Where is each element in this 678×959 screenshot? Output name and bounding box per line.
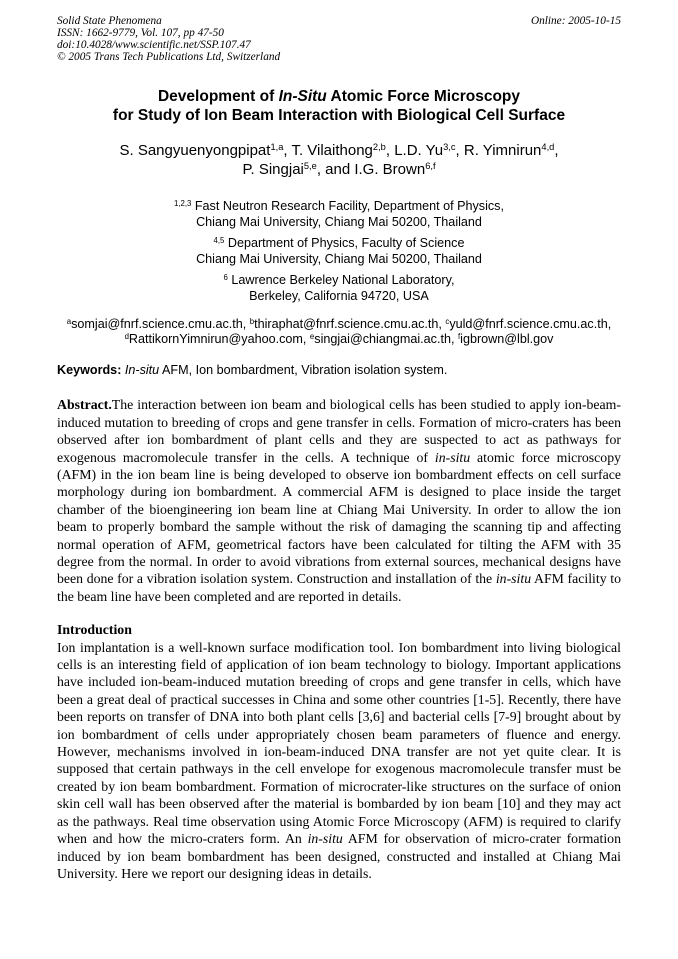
author — [464, 142, 559, 159]
affiliation-list — [57, 199, 621, 305]
doi-line: doi:10.4028/www.scientific.net/SSP.107.47 — [57, 39, 251, 51]
email — [309, 332, 461, 347]
author-separator: , — [455, 142, 464, 159]
email-line-2 — [57, 332, 621, 348]
author — [291, 142, 394, 159]
email-separator: , — [302, 332, 310, 347]
email — [67, 317, 250, 331]
affiliation-2 — [57, 236, 621, 267]
email-superscript: a — [66, 316, 72, 326]
affiliation-superscript: 1,2,3 — [174, 199, 192, 209]
copyright-line: © 2005 Trans Tech Publications Ltd, Switzerland — [57, 51, 281, 63]
paper-title-line1 — [57, 88, 621, 107]
affiliation-3 — [57, 273, 621, 304]
title-italic-insitu: In-Situ — [278, 88, 327, 105]
affiliation-1-line1 — [57, 199, 621, 215]
abstract-text: The interaction between ion beam and biological cells has been studied to apply ion-beam-induced mutation to breeding of crops and gene transfer in cells. Formation of micro-craters has been observed after ion bombardment of plant cells and they are suspected to act as pathways for exogenous macromolecule transfer in the cells. A technique of — [57, 397, 621, 465]
affiliation-3-line1 — [57, 273, 621, 289]
affiliation-2-line1 — [57, 236, 621, 252]
author-name: R. Yimnirun — [463, 142, 542, 159]
abstract-italic-insitu: in-situ — [495, 571, 532, 587]
email — [458, 332, 553, 346]
email-address: singjai@chiangmai.ac.th — [314, 332, 451, 347]
journal-header — [57, 15, 621, 63]
author-superscript: 2,b — [372, 142, 386, 153]
email-superscript: c — [445, 316, 450, 326]
online-date: Online: 2005-10-15 — [530, 15, 621, 27]
affiliation-1 — [57, 199, 621, 230]
abstract-text: atomic force microscopy (AFM) in the ion beam line is being developed to observe ion bombardment effects on cell surface morphology during ion bombardment. A commercial AFM is designed to place inside the target chamber of the bioengineering ion beam line at Chiang Mai University. In order to allow the ion beam to properly bombard the sample without the risk of damaging the scanning tip and affecting normal operation of AFM, geometrical factors have been calculated for tilting the AFM with 35 degree from the normal. In order to avoid vibrations from external sources, mechanical designs have been done for a vibration isolation system. Construction and installation of the — [57, 449, 621, 587]
email-separator: , — [607, 316, 612, 331]
introduction-heading: Introduction — [57, 622, 132, 638]
affiliation-2-line2: Chiang Mai University, Chiang Mai 50200, Thailand — [196, 251, 482, 266]
email-superscript: d — [124, 332, 129, 342]
email — [445, 317, 611, 331]
email-address: RattikornYimnirun@yahoo.com — [128, 332, 303, 347]
author-line-2 — [57, 161, 621, 180]
email-list — [57, 317, 621, 348]
introduction-italic-insitu: in-situ — [307, 831, 343, 847]
keywords-text: AFM, Ion bombardment, Vibration isolation system. — [159, 362, 448, 377]
introduction-text: Ion implantation is a well-known surface modification tool. Ion bombardment into living biological cells is an interesting field of application of ion beam technology to biology. Important applications have included ion-beam-induced mutation breeding of crops and gene transfer in cells, which have been a great deal of practical successes in China and some other countries [1-5]. Recently, there have been reports on transfer of DNA into both plant cells [3,6] and bacterial cells [7-9] brought about by ion bombardment of cells under appropriately chosen beam parameters of fluence and energy. However, mechanisms involved in ion-beam-induced DNA transfer are not yet quite clear. It is supposed that certain pathways in the cell envelope for exogenous macromolecule transfer must be created by ion beam bombardment. Formation of microcrater-like structures on the surface of onion skin cell wall has been observed after the material is bombarded by ion beam [10] and they may act as the pathways. Real time observation using Atomic Force Microscopy (AFM) is required to clarify when and how the micro-craters form. An — [57, 639, 621, 847]
email-separator: , — [450, 332, 458, 347]
email-superscript: e — [309, 332, 315, 342]
author-line-1 — [57, 142, 621, 161]
email-address: yuld@fnrf.science.cmu.ac.th — [449, 316, 608, 331]
author-separator: , and — [316, 160, 355, 178]
email — [125, 332, 310, 346]
author — [394, 142, 464, 159]
keywords-line — [57, 363, 621, 379]
keywords-label: Keywords: — [57, 362, 125, 377]
paper-title-line2: for Study of Ion Beam Interaction with Biological Cell Surface — [112, 106, 566, 124]
email-address: thiraphat@fnrf.science.cmu.ac.th — [254, 316, 439, 331]
email-separator: , — [438, 316, 446, 331]
email-line-1 — [57, 317, 621, 333]
author-name: T. Vilaithong — [291, 142, 373, 159]
email — [250, 317, 446, 331]
affiliation-text: Department of Physics, Faculty of Science — [224, 236, 465, 251]
email-superscript: f — [457, 332, 461, 342]
affiliation-superscript: 6 — [223, 273, 228, 283]
affiliation-text: Fast Neutron Research Facility, Department of Physics, — [191, 199, 504, 213]
affiliation-3-line2: Berkeley, California 94720, USA — [249, 288, 429, 303]
author-superscript: 6,f — [425, 160, 436, 171]
author-name: I.G. Brown — [354, 160, 426, 178]
author-name: P. Singjai — [242, 160, 304, 178]
email-superscript: b — [249, 316, 255, 326]
title-text: Atomic Force Microscopy — [326, 88, 521, 105]
author-superscript: 1,a — [270, 142, 284, 153]
author-name: S. Sangyuenyongpipat — [119, 142, 271, 159]
keywords-italic-insitu: In-situ — [124, 362, 160, 377]
author — [119, 142, 291, 159]
affiliation-text: Lawrence Berkeley National Laboratory, — [227, 273, 455, 288]
introduction-paragraph — [57, 639, 621, 883]
author-separator: , — [283, 142, 292, 159]
email-address: somjai@fnrf.science.cmu.ac.th — [71, 316, 243, 331]
journal-info — [57, 15, 280, 63]
author-separator: , — [385, 142, 395, 159]
author-separator: , — [554, 142, 559, 159]
abstract-paragraph — [57, 396, 621, 605]
author-superscript: 5,e — [303, 160, 317, 171]
author-name: L.D. Yu — [394, 142, 444, 159]
abstract-label: Abstract. — [57, 397, 112, 413]
journal-name: Solid State Phenomena — [57, 15, 162, 27]
paper-title — [57, 88, 621, 125]
author — [354, 161, 435, 178]
affiliation-1-line2: Chiang Mai University, Chiang Mai 50200, Thailand — [196, 214, 482, 229]
author-superscript: 4,d — [541, 142, 555, 153]
author — [242, 161, 354, 178]
email-separator: , — [242, 316, 250, 331]
abstract-italic-insitu: in-situ — [434, 449, 471, 465]
author-list — [57, 142, 621, 179]
introduction-text: AFM for observation of micro-crater formation induced by ion beam bombardment has been designed, constructed and installed at Chiang Mai University. Here we report our designing ideas in details. — [57, 831, 621, 881]
issn-volume-pages: ISSN: 1662-9779, Vol. 107, pp 47-50 — [57, 27, 224, 39]
affiliation-superscript: 4,5 — [213, 236, 225, 246]
author-superscript: 3,c — [443, 142, 456, 153]
email-address: igbrown@lbl.gov — [460, 332, 554, 347]
title-text: Development of — [157, 88, 279, 105]
abstract-text: AFM facility to the beam line have been completed and are reported in details. — [57, 571, 622, 604]
